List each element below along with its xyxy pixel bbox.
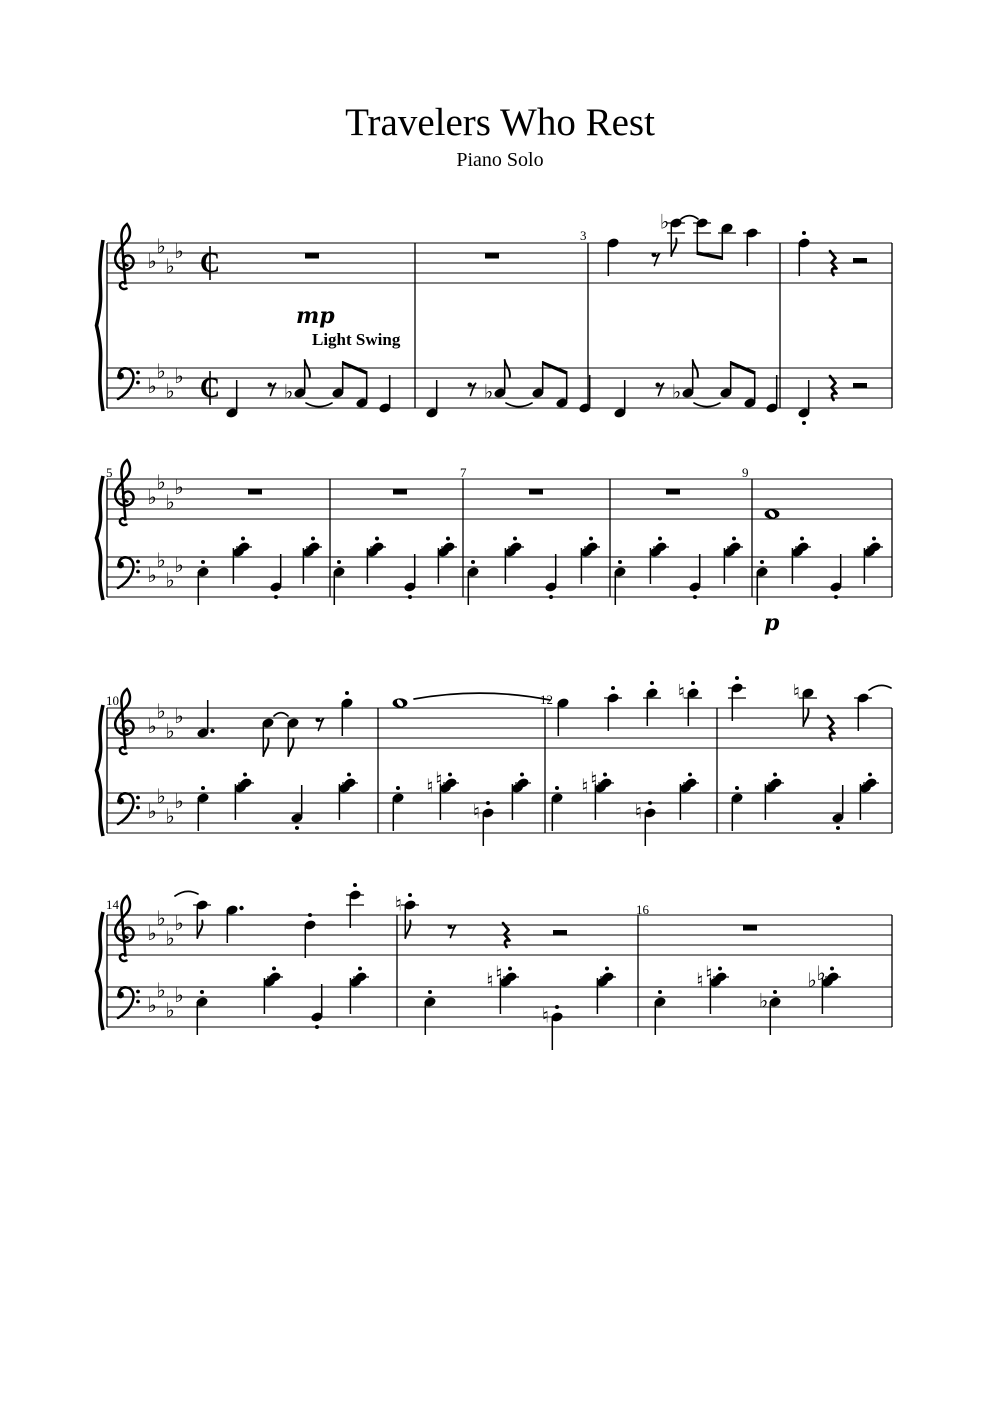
- staccato-dot: [295, 826, 299, 830]
- natural-icon: ♮: [486, 968, 494, 992]
- eighth-flag: [263, 739, 268, 757]
- note: [556, 697, 570, 736]
- staccato-dot: [308, 913, 312, 917]
- note: [643, 681, 661, 726]
- eighth-rest: [656, 383, 664, 396]
- natural-icon: ♮: [426, 774, 434, 798]
- note: [793, 680, 817, 727]
- staccato-dot: [802, 231, 806, 235]
- natural-icon: ♮: [634, 799, 643, 824]
- eighth-rest: [448, 925, 456, 938]
- key-signature-flat-icon: ♭: [174, 553, 184, 577]
- flat-icon: ♭: [671, 379, 682, 404]
- key-signature-flat-icon: ♭: [174, 704, 184, 728]
- key-signature-flat-icon: ♭: [156, 359, 166, 383]
- staccato-dot: [718, 967, 722, 971]
- natural-icon: ♮: [541, 1003, 550, 1028]
- staccato-dot: [201, 786, 205, 790]
- note: [284, 360, 310, 404]
- flat-icon: ♭: [659, 209, 670, 234]
- staccato-dot: [201, 560, 205, 564]
- note: [578, 375, 592, 414]
- note: [759, 989, 782, 1036]
- half-rest: [853, 383, 867, 388]
- staccato-dot: [311, 537, 315, 541]
- eighth-flag: [505, 360, 510, 378]
- note: [225, 380, 239, 419]
- key-signature-flat-icon: ♭: [147, 714, 157, 738]
- tie-slur: [175, 891, 198, 896]
- flat-icon: ♭: [283, 379, 294, 404]
- system-2: [97, 460, 893, 605]
- key-signature-flat-icon: ♭: [165, 998, 175, 1022]
- natural-icon: ♮: [705, 961, 713, 985]
- staccato-dot: [486, 801, 490, 805]
- staccato-dot: [693, 595, 697, 599]
- staccato-dot: [396, 786, 400, 790]
- staccato-dot: [448, 773, 452, 777]
- staccato-dot: [802, 421, 806, 425]
- system-brace: [97, 912, 104, 1030]
- page-subtitle: Piano Solo: [456, 149, 544, 171]
- system-3: [97, 676, 893, 846]
- staccato-dot: [773, 773, 777, 777]
- bass-clef-icon: [117, 793, 140, 824]
- key-signature-flat-icon: ♭: [156, 906, 166, 930]
- system-4: [97, 883, 893, 1050]
- staccato-dot: [358, 967, 362, 971]
- whole-note: [765, 509, 780, 519]
- measure-number: 7: [460, 465, 467, 480]
- flat-icon: ♭: [758, 988, 769, 1013]
- staccato-dot: [428, 990, 432, 994]
- dynamic-marking: p: [764, 610, 780, 636]
- staccato-dot: [408, 893, 412, 897]
- staccato-dot: [408, 595, 412, 599]
- staccato-dot: [345, 691, 349, 695]
- key-signature-flat-icon: ♭: [156, 978, 166, 1002]
- note: [286, 717, 300, 756]
- key-signature-flat-icon: ♭: [165, 719, 175, 743]
- staccato-dot: [868, 773, 872, 777]
- staccato-dot: [658, 990, 662, 994]
- note: [340, 691, 354, 736]
- staccato-dot: [834, 595, 838, 599]
- staccato-dot: [274, 595, 278, 599]
- staccato-dot: [337, 560, 341, 564]
- staccato-dot: [760, 560, 764, 564]
- note: [678, 680, 702, 727]
- eighth-flag: [693, 360, 698, 378]
- key-signature-flat-icon: ♭: [165, 926, 175, 950]
- system-1: [97, 210, 893, 426]
- note: [606, 237, 620, 276]
- staccato-dot: [471, 560, 475, 564]
- staccato-dot: [773, 990, 777, 994]
- key-signature-flat-icon: ♭: [174, 911, 184, 935]
- treble-clef-icon: [115, 224, 133, 289]
- staccato-dot: [347, 773, 351, 777]
- whole-rest: [393, 490, 407, 495]
- eighth-rest: [268, 383, 276, 396]
- staccato-dot: [648, 801, 652, 805]
- key-signature-flat-icon: ♭: [156, 699, 166, 723]
- key-signature-flat-icon: ♭: [147, 921, 157, 945]
- cut-time-icon: C: [199, 248, 221, 279]
- key-signature-flat-icon: ♭: [147, 993, 157, 1017]
- treble-clef-icon: [115, 460, 133, 525]
- note: [672, 360, 698, 404]
- staccato-dot: [618, 560, 622, 564]
- bass-clef-icon: [117, 368, 140, 399]
- cut-time-icon: C: [199, 373, 221, 404]
- natural-icon: ♮: [590, 767, 598, 791]
- flat-icon: ♭: [483, 379, 494, 404]
- measure-number: 16: [636, 902, 649, 917]
- note: [797, 380, 811, 425]
- measure-number: 12: [540, 692, 553, 707]
- whole-rest: [743, 926, 757, 931]
- staccato-dot: [691, 681, 695, 685]
- key-signature-flat-icon: ♭: [147, 563, 157, 587]
- staccato-dot: [508, 967, 512, 971]
- measure-number: 3: [580, 228, 587, 243]
- tempo-marking: Light Swing: [312, 330, 401, 349]
- note: [765, 375, 779, 414]
- natural-icon: ♮: [677, 679, 686, 704]
- tie-slur: [681, 216, 698, 219]
- tie-slur: [506, 403, 532, 407]
- eighth-flag: [288, 739, 293, 757]
- staccato-dot: [200, 990, 204, 994]
- flat-icon: ♭: [807, 968, 817, 992]
- note: [743, 227, 761, 266]
- key-signature-flat-icon: ♭: [174, 789, 184, 813]
- note: [728, 676, 746, 721]
- beamed-eighths: [693, 217, 736, 260]
- key-signature-flat-icon: ♭: [156, 234, 166, 258]
- key-signature-flat-icon: ♭: [156, 548, 166, 572]
- natural-icon: ♮: [472, 799, 481, 824]
- staccato-dot: [315, 1025, 319, 1029]
- eighth-rest: [316, 718, 324, 731]
- measure-number: 14: [106, 897, 119, 912]
- staccato-dot: [555, 1005, 559, 1009]
- staccato-dot: [375, 537, 379, 541]
- bass-clef-icon: [117, 987, 140, 1018]
- natural-icon: ♮: [394, 891, 403, 916]
- eighth-flag: [305, 360, 310, 378]
- key-signature-flat-icon: ♭: [165, 379, 175, 403]
- note: [425, 380, 439, 419]
- note: [613, 380, 627, 419]
- key-signature-flat-icon: ♭: [156, 784, 166, 808]
- tie-slur: [869, 685, 891, 690]
- staccato-dot: [688, 773, 692, 777]
- note: [261, 717, 275, 756]
- augmentation-dot: [239, 906, 243, 910]
- key-signature-flat-icon: ♭: [147, 374, 157, 398]
- tie-slur: [306, 403, 332, 407]
- staccato-dot: [513, 537, 517, 541]
- natural-icon: ♮: [792, 679, 801, 704]
- whole-rest: [248, 490, 262, 495]
- staccato-dot: [735, 676, 739, 680]
- staccato-dot: [650, 681, 654, 685]
- note: [225, 904, 243, 943]
- measure-number: 10: [106, 693, 119, 708]
- key-signature-flat-icon: ♭: [174, 983, 184, 1007]
- staccato-dot: [549, 595, 553, 599]
- bass-clef-icon: [117, 557, 140, 588]
- whole-note: [393, 698, 408, 708]
- note: [854, 692, 872, 731]
- dynamic-marking: mp: [296, 303, 335, 329]
- staccato-dot: [603, 773, 607, 777]
- natural-icon: ♮: [696, 968, 704, 992]
- key-signature-flat-icon: ♭: [165, 254, 175, 278]
- staccato-dot: [872, 537, 876, 541]
- key-signature-flat-icon: ♭: [165, 490, 175, 514]
- staccato-dot: [605, 967, 609, 971]
- system-brace: [97, 240, 104, 411]
- natural-icon: ♮: [495, 961, 503, 985]
- measure-number: 5: [106, 465, 113, 480]
- whole-rest: [666, 490, 680, 495]
- staccato-dot: [353, 883, 357, 887]
- whole-rest: [305, 254, 319, 259]
- system-brace: [97, 476, 104, 600]
- staccato-dot: [800, 537, 804, 541]
- augmentation-dot: [210, 729, 214, 733]
- natural-icon: ♮: [581, 774, 589, 798]
- note: [193, 899, 211, 938]
- eighth-rest: [652, 253, 660, 266]
- note: [660, 210, 685, 257]
- note: [196, 700, 214, 739]
- key-signature-flat-icon: ♭: [174, 364, 184, 388]
- staccato-dot: [611, 686, 615, 690]
- staccato-dot: [520, 773, 524, 777]
- staccato-dot: [732, 537, 736, 541]
- note: [378, 375, 392, 414]
- key-signature-flat-icon: ♭: [174, 239, 184, 263]
- key-signature-flat-icon: ♭: [165, 568, 175, 592]
- system-brace: [97, 705, 104, 836]
- staccato-dot: [241, 537, 245, 541]
- half-rest: [553, 930, 567, 935]
- staccato-dot: [830, 967, 834, 971]
- key-signature-flat-icon: ♭: [147, 249, 157, 273]
- staccato-dot: [272, 967, 276, 971]
- page-title: Travelers Who Rest: [345, 101, 655, 144]
- half-rest: [853, 258, 867, 263]
- key-signature-flat-icon: ♭: [147, 485, 157, 509]
- measure-number: 9: [742, 465, 749, 480]
- natural-icon: ♮: [435, 767, 443, 791]
- staccato-dot: [446, 537, 450, 541]
- staccato-dot: [735, 786, 739, 790]
- note: [484, 360, 510, 404]
- whole-rest: [485, 254, 499, 259]
- staccato-dot: [589, 537, 593, 541]
- tie-slur: [274, 713, 288, 716]
- key-signature-flat-icon: ♭: [174, 475, 184, 499]
- key-signature-flat-icon: ♭: [156, 470, 166, 494]
- eighth-rest: [468, 383, 476, 396]
- key-signature-flat-icon: ♭: [165, 804, 175, 828]
- whole-rest: [529, 490, 543, 495]
- eighth-flag: [803, 709, 808, 727]
- flat-icon: ♭: [816, 961, 826, 985]
- staccato-dot: [555, 786, 559, 790]
- note: [346, 883, 364, 928]
- key-signature-flat-icon: ♭: [147, 799, 157, 823]
- staccato-dot: [658, 537, 662, 541]
- tie-slur: [694, 403, 720, 407]
- tie-slur: [414, 693, 550, 700]
- staccato-dot: [836, 826, 840, 830]
- staccato-dot: [243, 773, 247, 777]
